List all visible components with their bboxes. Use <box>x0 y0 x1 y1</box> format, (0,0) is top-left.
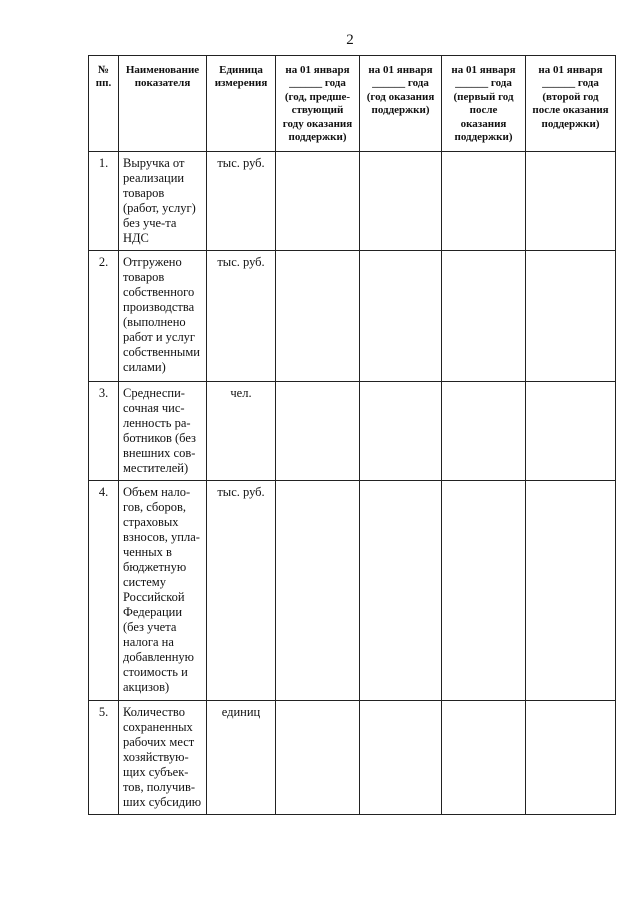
value-cell[interactable] <box>526 251 616 382</box>
row-number: 2. <box>89 251 119 382</box>
value-cell[interactable] <box>276 251 360 382</box>
indicator-unit: тыс. руб. <box>207 251 276 382</box>
table-row <box>89 701 616 815</box>
indicator-unit: тыс. руб. <box>207 481 276 701</box>
value-cell[interactable] <box>360 481 442 701</box>
header-indicator-name: Наименование показателя <box>119 56 207 152</box>
value-cell[interactable] <box>442 481 526 701</box>
value-cell[interactable] <box>526 701 616 815</box>
indicators-table <box>88 55 616 815</box>
table-row <box>89 152 616 251</box>
indicator-name: Объем нало-гов, сборов, страховых взносов, упла-ченных в бюджетную систему Российской Федерации (без учета налога на добавленную стоимость и акцизов) <box>119 481 207 701</box>
value-cell[interactable] <box>360 152 442 251</box>
header-year-of-support: на 01 января ______ года (год оказания поддержки) <box>360 56 442 152</box>
header-second-year-after: на 01 января ______ года (второй год после оказания поддержки) <box>526 56 616 152</box>
value-cell[interactable] <box>526 481 616 701</box>
value-cell[interactable] <box>360 251 442 382</box>
header-year-before-support: на 01 января ______ года (год, предше-ствующий году оказания поддержки) <box>276 56 360 152</box>
value-cell[interactable] <box>442 701 526 815</box>
indicator-name: Выручка от реализации товаров (работ, услуг) без уче-та НДС <box>119 152 207 251</box>
value-cell[interactable] <box>360 382 442 481</box>
indicator-unit: чел. <box>207 382 276 481</box>
value-cell[interactable] <box>442 251 526 382</box>
indicator-name: Среднеспи-сочная чис-ленность ра-ботников (без внешних сов-местителей) <box>119 382 207 481</box>
header-first-year-after: на 01 января ______ года (первый год после оказания поддержки) <box>442 56 526 152</box>
indicator-unit: тыс. руб. <box>207 152 276 251</box>
page-number: 2 <box>346 32 354 48</box>
value-cell[interactable] <box>276 481 360 701</box>
header-unit: Единица измерения <box>207 56 276 152</box>
indicator-name: Отгружено товаров собственного производства (выполнено работ и услуг собственными силами) <box>119 251 207 382</box>
value-cell[interactable] <box>442 382 526 481</box>
value-cell[interactable] <box>442 152 526 251</box>
indicator-name: Количество сохраненных рабочих мест хозяйствую-щих субъек-тов, получив-ших субсидию <box>119 701 207 815</box>
value-cell[interactable] <box>360 701 442 815</box>
value-cell[interactable] <box>276 152 360 251</box>
row-number: 4. <box>89 481 119 701</box>
row-number: 1. <box>89 152 119 251</box>
indicator-unit: единиц <box>207 701 276 815</box>
value-cell[interactable] <box>276 701 360 815</box>
row-number: 5. <box>89 701 119 815</box>
value-cell[interactable] <box>276 382 360 481</box>
header-number: № пп. <box>89 56 119 152</box>
table-header-row <box>89 56 616 152</box>
table-row <box>89 481 616 701</box>
value-cell[interactable] <box>526 152 616 251</box>
table-row <box>89 382 616 481</box>
table-row <box>89 251 616 382</box>
value-cell[interactable] <box>526 382 616 481</box>
row-number: 3. <box>89 382 119 481</box>
